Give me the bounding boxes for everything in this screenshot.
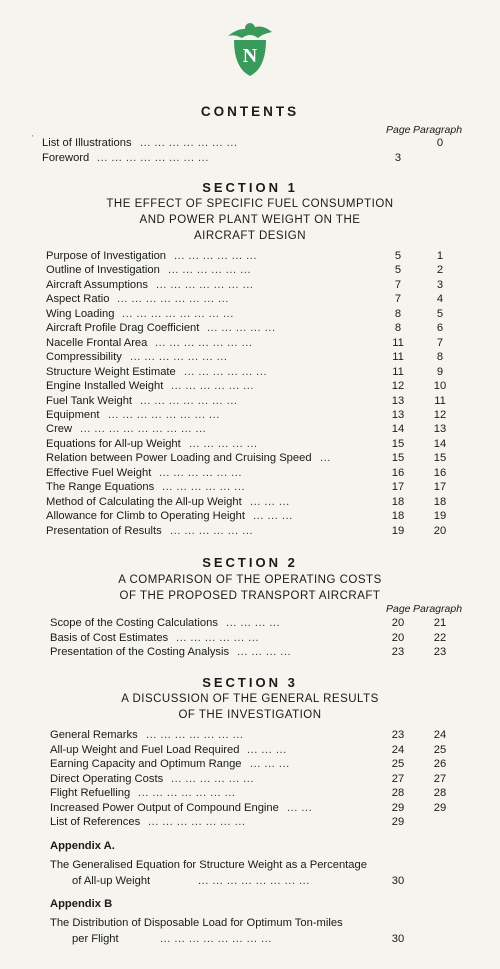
toc-entry-paragraph: 23 — [433, 646, 447, 658]
appendix-a-title-line1: The Generalised Equation for Structure Weight as a Percentage — [50, 859, 367, 871]
toc-entry — [0, 801, 500, 816]
toc-entry-paragraph: 17 — [433, 481, 447, 494]
section3-subtitle — [0, 691, 500, 723]
toc-entry-label: Presentation of the Costing Analysis — [50, 646, 230, 658]
toc-entry — [0, 815, 500, 830]
toc-entry-paragraph: 1 — [436, 250, 444, 262]
leader-dots: ... ... ... — [250, 758, 290, 770]
leader-dots: ... ... ... ... ... ... ... — [140, 394, 238, 407]
toc-entry-label: Fuel Tank Weight — [46, 394, 133, 407]
leader-dots: ... ... ... ... ... ... ... ... ... — [80, 423, 207, 436]
appendix-a-title-line2: of All-up Weight — [72, 875, 151, 887]
toc-entry-paragraph: 8 — [436, 351, 444, 364]
toc-entry — [0, 480, 500, 495]
toc-entry — [0, 466, 500, 481]
toc-entry-label: List of References — [50, 816, 141, 828]
toc-entry — [0, 408, 500, 423]
leader-dots: ... ... ... ... ... ... — [159, 466, 242, 479]
toc-entry-page: 25 — [391, 758, 405, 770]
toc-entry-label: Method of Calculating the All-up Weight — [46, 495, 242, 508]
toc-entry-page: 5 — [394, 250, 402, 262]
toc-entry — [0, 365, 500, 380]
toc-entry-label: The Range Equations — [46, 481, 155, 494]
toc-entry-page: 5 — [394, 264, 402, 277]
toc-entry-label: Presentation of Results — [46, 524, 162, 537]
leader-dots: ... ... ... ... ... ... ... — [138, 787, 236, 799]
toc-entry — [0, 321, 500, 336]
toc-entry-page: 14 — [391, 423, 405, 436]
toc-entry-label: Engine Installed Weight — [46, 380, 164, 393]
toc-entry — [0, 772, 500, 787]
toc-entry — [0, 136, 500, 151]
leader-dots: ... ... ... ... ... ... ... — [130, 351, 228, 364]
toc-entry — [0, 249, 500, 264]
toc-entry — [0, 292, 500, 307]
toc-entry-label: Earning Capacity and Optimum Range — [50, 758, 242, 770]
toc-entry-page: 11 — [392, 336, 404, 349]
toc-entry-label: Direct Operating Costs — [50, 772, 164, 785]
toc-entry-label: All-up Weight and Fuel Load Required — [50, 743, 240, 756]
toc-entry-paragraph: 10 — [433, 380, 447, 393]
toc-entry — [0, 786, 500, 801]
leader-dots: ... ... ... ... ... ... — [168, 264, 251, 277]
toc-entry-label: List of Illustrations — [42, 137, 132, 149]
leader-dots: ... ... ... ... ... — [189, 437, 258, 450]
toc-entry-page: 23 — [391, 646, 405, 658]
toc-entry-label: Nacelle Frontal Area — [46, 336, 148, 349]
toc-entry — [0, 151, 500, 166]
leader-dots: ... ... ... ... ... ... ... ... — [160, 933, 272, 945]
leader-dots: ... ... ... ... ... ... — [171, 772, 254, 785]
appendix-a-heading: Appendix A. — [50, 840, 115, 852]
toc-entry-page: 8 — [394, 307, 402, 320]
leader-dots: ... — [320, 452, 331, 465]
toc-entry-page: 27 — [391, 772, 405, 785]
toc-entry — [0, 645, 500, 660]
toc-entry-paragraph: 14 — [433, 437, 447, 450]
section1-subtitle-line: THE EFFECT OF SPECIFIC FUEL CONSUMPTION — [106, 198, 394, 210]
appendix-a-line1 — [0, 858, 500, 873]
toc-entry — [0, 616, 500, 631]
toc-entry-label: Aircraft Profile Drag Coefficient — [46, 322, 200, 335]
toc-entry-label: Aircraft Assumptions — [46, 278, 148, 291]
leader-dots: ... ... ... ... ... ... ... — [146, 729, 244, 741]
toc-entry-paragraph: 11 — [434, 394, 446, 407]
toc-entry-label: Equations for All-up Weight — [46, 437, 181, 450]
toc-entry-page: 11 — [392, 365, 404, 378]
toc-entry-paragraph: 3 — [436, 278, 444, 291]
leader-dots: ... ... ... ... ... ... ... ... — [108, 408, 220, 421]
col-header-page: Page — [386, 124, 411, 136]
toc-entry-page: 20 — [391, 617, 405, 629]
toc-entry-paragraph: 19 — [433, 510, 447, 523]
toc-entry-paragraph: 4 — [436, 293, 444, 306]
toc-entry-page: 29 — [391, 801, 405, 814]
appendix-b-page: 30 — [391, 933, 405, 945]
toc-entry-paragraph: 7 — [436, 336, 444, 349]
toc-entry — [0, 263, 500, 278]
toc-entry-paragraph: 6 — [436, 322, 444, 335]
toc-entry-label: Wing Loading — [46, 307, 115, 320]
leader-dots: ... ... ... ... ... ... ... — [155, 336, 253, 349]
leader-dots: ... ... ... ... ... ... ... ... — [97, 151, 209, 164]
toc-entry — [0, 379, 500, 394]
toc-entry-label: Allowance for Climb to Operating Height — [46, 510, 245, 523]
toc-entry-label: Basis of Cost Estimates — [50, 631, 169, 644]
toc-entry-page: 15 — [391, 452, 405, 465]
leader-dots: ... ... ... ... — [237, 646, 292, 658]
appendix-b-line1 — [0, 916, 500, 931]
leader-dots: ... ... ... ... ... ... ... — [140, 137, 238, 149]
appendix-a-page: 30 — [391, 875, 405, 887]
toc-entry-label: Equipment — [46, 408, 100, 421]
toc-entry-page: 17 — [391, 481, 405, 494]
toc-entry-paragraph: 25 — [433, 743, 447, 756]
toc-entry — [0, 336, 500, 351]
leader-dots: ... ... ... — [253, 510, 293, 523]
toc-entry-label: Foreword — [42, 151, 90, 164]
toc-entry-paragraph: 29 — [433, 801, 447, 814]
toc-entry-paragraph: 0 — [436, 137, 444, 149]
toc-entry — [0, 728, 500, 743]
leader-dots: ... ... — [287, 801, 313, 814]
leader-dots: ... ... ... ... ... ... ... ... — [198, 875, 310, 887]
appendix-b-heading: Appendix B — [50, 898, 113, 910]
toc-entry — [0, 437, 500, 452]
col-header-page-2: Page — [386, 603, 411, 615]
logo-letter: N — [242, 45, 258, 67]
toc-entry-label: Crew — [46, 423, 73, 436]
toc-entry-paragraph: 12 — [433, 408, 447, 421]
leader-dots: ... ... ... — [247, 743, 287, 756]
contents-title: CONTENTS — [200, 104, 300, 119]
toc-entry-label: Relation between Power Loading and Cruising Speed — [46, 452, 312, 465]
toc-entry-page: 29 — [391, 816, 405, 828]
toc-entry-paragraph: 18 — [433, 495, 447, 508]
section3-subtitle-line: OF THE INVESTIGATION — [178, 709, 322, 721]
appendix-b-title-line1: The Distribution of Disposable Load for Optimum Ton-miles — [50, 917, 343, 929]
toc-entry-paragraph: 21 — [433, 617, 447, 629]
toc-entry-paragraph: 16 — [433, 466, 447, 479]
toc-entry-label: Scope of the Costing Calculations — [50, 617, 218, 629]
toc-entry-label: Increased Power Output of Compound Engine — [50, 801, 279, 814]
toc-entry-page: 16 — [391, 466, 405, 479]
toc-entry — [0, 495, 500, 510]
section1-subtitle-line: AIRCRAFT DESIGN — [193, 230, 307, 242]
publisher-logo-icon — [222, 18, 278, 78]
toc-entry-page: 18 — [391, 495, 405, 508]
toc-entry-page: 24 — [391, 743, 405, 756]
toc-entry-paragraph: 5 — [436, 307, 444, 320]
toc-entry-page: 20 — [391, 631, 405, 644]
leader-dots: ... ... ... ... ... ... — [162, 481, 245, 494]
toc-entry — [0, 509, 500, 524]
toc-entry-label: Purpose of Investigation — [46, 250, 167, 262]
toc-entry-paragraph: 2 — [436, 264, 444, 277]
toc-entry-label: Compressibility — [46, 351, 122, 364]
toc-entry-paragraph: 20 — [433, 524, 447, 537]
toc-entry-page: 8 — [394, 322, 402, 335]
toc-entry — [0, 451, 500, 466]
toc-entry — [0, 743, 500, 758]
toc-entry — [0, 631, 500, 646]
toc-entry-page: 28 — [391, 787, 405, 799]
toc-entry — [0, 524, 500, 539]
toc-entry-label: Flight Refuelling — [50, 787, 131, 799]
toc-entry — [0, 422, 500, 437]
toc-entry-paragraph: 13 — [433, 423, 447, 436]
toc-entry-page: 11 — [392, 351, 404, 364]
leader-dots: ... ... ... ... ... ... ... ... — [117, 293, 229, 306]
leader-dots: ... ... ... ... ... ... — [184, 365, 267, 378]
appendix-b-line2 — [0, 932, 500, 947]
toc-entry-page: 3 — [394, 151, 402, 164]
leader-dots: ... ... ... ... ... — [207, 322, 276, 335]
section2-subtitle — [0, 572, 500, 604]
appendix-b-title-line2: per Flight — [72, 933, 119, 945]
section3-subtitle-line: A DISCUSSION OF THE GENERAL RESULTS — [121, 693, 379, 705]
toc-entry — [0, 307, 500, 322]
toc-entry-paragraph: 24 — [433, 729, 447, 741]
section3-heading: SECTION 3 — [202, 675, 298, 690]
leader-dots: ... ... ... ... ... ... — [171, 380, 254, 393]
toc-entry-page: 15 — [391, 437, 405, 450]
col-header-paragraph-2: Paragraph — [413, 603, 463, 615]
toc-entry-page: 13 — [391, 394, 405, 407]
toc-entry-page: 19 — [391, 524, 405, 537]
toc-entry-paragraph: 15 — [433, 452, 447, 465]
toc-entry-page: 13 — [391, 408, 405, 421]
toc-entry-page: 23 — [391, 729, 405, 741]
leader-dots: ... ... ... ... — [226, 617, 281, 629]
leader-dots: ... ... ... ... ... ... — [174, 250, 257, 262]
leader-dots: ... ... ... ... ... ... ... ... — [122, 307, 234, 320]
toc-entry — [0, 757, 500, 772]
leader-dots: ... ... ... ... ... ... — [176, 631, 259, 644]
section1-subtitle-line: AND POWER PLANT WEIGHT ON THE — [139, 214, 361, 226]
toc-entry — [0, 350, 500, 365]
toc-entry-page: 7 — [394, 293, 402, 306]
toc-entry-label: Aspect Ratio — [46, 293, 110, 306]
section1-heading: SECTION 1 — [202, 180, 298, 195]
appendix-a-line2 — [0, 874, 500, 889]
toc-entry-paragraph: 28 — [433, 787, 447, 799]
section2-heading: SECTION 2 — [202, 555, 298, 570]
leader-dots: ... ... ... ... ... ... ... — [148, 816, 246, 828]
section1-subtitle — [0, 196, 500, 244]
leader-dots: ... ... ... ... ... ... ... — [156, 278, 254, 291]
toc-entry-label: Outline of Investigation — [46, 264, 160, 277]
toc-entry-paragraph: 22 — [433, 631, 447, 644]
toc-entry-paragraph: 27 — [433, 772, 447, 785]
toc-entry-page: 12 — [391, 380, 405, 393]
toc-entry — [0, 394, 500, 409]
section2-subtitle-line: OF THE PROPOSED TRANSPORT AIRCRAFT — [119, 590, 381, 602]
toc-entry-page: 7 — [394, 278, 402, 291]
section2-subtitle-line: A COMPARISON OF THE OPERATING COSTS — [118, 574, 382, 586]
toc-entry-paragraph: 26 — [433, 758, 447, 770]
leader-dots: ... ... ... ... ... ... — [170, 524, 253, 537]
toc-entry-paragraph: 9 — [436, 365, 444, 378]
toc-entry-page: 18 — [391, 510, 405, 523]
toc-entry-label: Effective Fuel Weight — [46, 466, 152, 479]
leader-dots: ... ... ... — [250, 495, 290, 508]
toc-entry — [0, 278, 500, 293]
toc-entry-label: Structure Weight Estimate — [46, 365, 176, 378]
toc-entry-label: General Remarks — [50, 729, 138, 741]
margin-mark: ' — [32, 134, 34, 143]
col-header-paragraph: Paragraph — [413, 124, 463, 136]
